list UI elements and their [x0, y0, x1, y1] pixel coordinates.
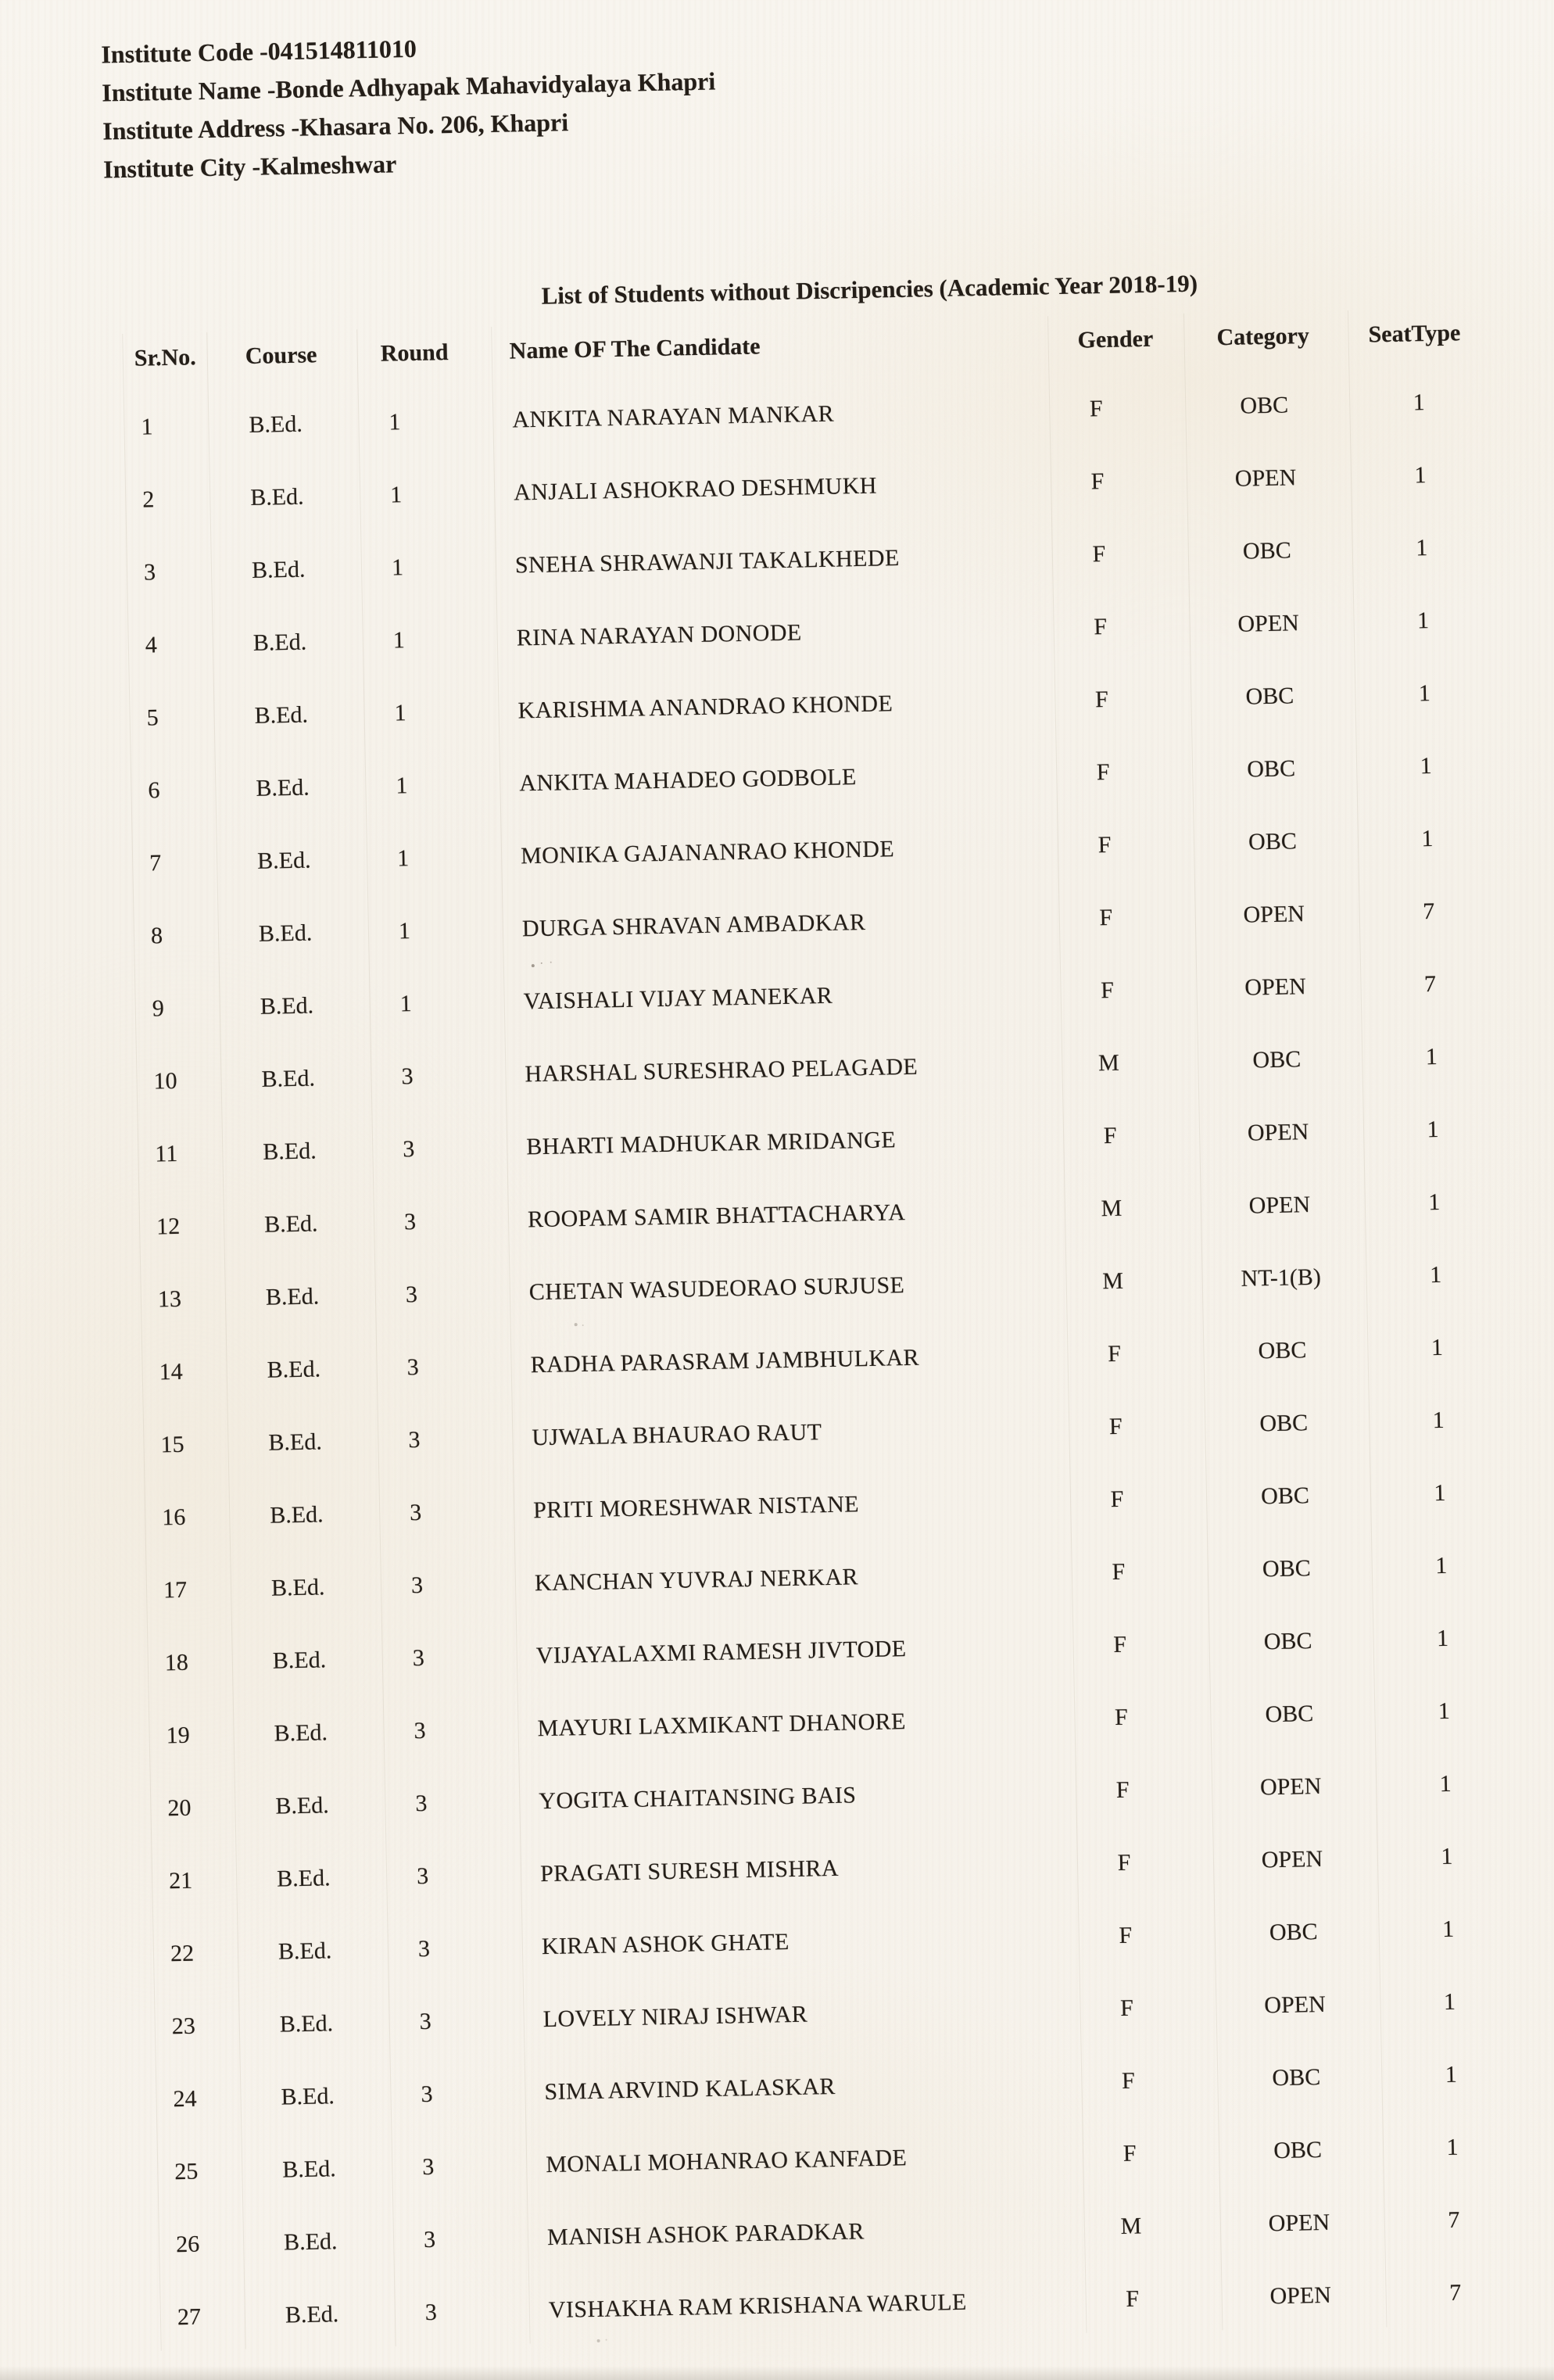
institute-header-block: [101, 23, 718, 188]
table-row: [20, 1038, 1554, 1102]
cell-gender: F: [1112, 1558, 1126, 1586]
cell-candidate-name: MANISH ASHOK PARADKAR: [546, 2218, 865, 2251]
cell-round: 1: [389, 482, 403, 508]
cell-gender: F: [1099, 904, 1113, 931]
cell-course: B.Ed.: [258, 919, 313, 947]
table-row: [40, 2055, 1554, 2119]
cell-course: B.Ed.: [256, 774, 310, 801]
institute-name-line: Institute Name -Bonde Adhyapak Mahavidyalaya Khapri: [101, 66, 716, 107]
cell-course: B.Ed.: [249, 410, 303, 438]
cell-srno: 26: [175, 2231, 200, 2258]
table-row: [11, 529, 1554, 593]
cell-srno: 22: [170, 1940, 195, 1967]
cell-candidate-name: PRITI MORESHWAR NISTANE: [532, 1491, 860, 1524]
cell-round: 3: [412, 1644, 425, 1672]
column-header-gender: Gender: [1077, 325, 1154, 353]
cell-srno: 13: [157, 1285, 182, 1313]
cell-course: B.Ed.: [269, 1501, 324, 1529]
cell-seattype: 1: [1414, 462, 1427, 489]
cell-round: 3: [406, 1354, 419, 1381]
cell-srno: 14: [159, 1358, 184, 1385]
cell-course: B.Ed.: [265, 1283, 320, 1310]
cell-category: OBC: [1240, 392, 1289, 419]
cell-category: OPEN: [1244, 973, 1307, 1001]
cell-round: 3: [405, 1281, 418, 1308]
cell-category: OBC: [1248, 828, 1298, 855]
cell-candidate-name: KANCHAN YUVRAJ NERKAR: [534, 1564, 859, 1597]
cell-srno: 18: [164, 1649, 189, 1676]
cell-candidate-name: PRAGATI SURESH MISHRA: [539, 1855, 840, 1887]
cell-category: OBC: [1252, 1046, 1302, 1074]
cell-candidate-name: SNEHA SHRAWANJI TAKALKHEDE: [514, 545, 900, 579]
table-row: [8, 383, 1554, 447]
institute-city-line: Institute City -Kalmeshwar: [102, 149, 397, 184]
cell-round: 3: [402, 1136, 415, 1163]
cell-srno: 24: [173, 2085, 197, 2113]
cell-course: B.Ed.: [278, 1937, 332, 1965]
cell-category: OPEN: [1264, 1991, 1327, 2019]
cell-candidate-name: MONALI MOHANRAO KANFADE: [545, 2145, 908, 2178]
table-row: [16, 819, 1554, 884]
table-row: [34, 1764, 1554, 1828]
cell-candidate-name: ANKITA MAHADEO GODBOLE: [519, 764, 857, 797]
table-row: [9, 456, 1554, 520]
cell-candidate-name: RADHA PARASRAM JAMBHULKAR: [530, 1344, 920, 1378]
table-row: [23, 1183, 1554, 1247]
cell-category: OBC: [1269, 1919, 1318, 1946]
cell-srno: 21: [168, 1867, 193, 1894]
cell-round: 1: [396, 772, 408, 799]
cell-gender: F: [1115, 1776, 1130, 1804]
cell-course: B.Ed.: [268, 1428, 323, 1456]
cell-seattype: 1: [1415, 535, 1428, 561]
cell-category: OPEN: [1243, 901, 1305, 928]
cell-category: OBC: [1260, 1482, 1310, 1510]
cell-seattype: 1: [1425, 1043, 1438, 1070]
cell-seattype: 7: [1448, 2206, 1460, 2233]
cell-seattype: 1: [1446, 2134, 1459, 2160]
scan-artifact: [597, 2339, 600, 2342]
cell-seattype: 1: [1421, 826, 1434, 852]
cell-gender: M: [1101, 1195, 1123, 1222]
table-row: [25, 1256, 1554, 1320]
cell-srno: 11: [155, 1140, 178, 1167]
cell-course: B.Ed.: [276, 1865, 331, 1892]
cell-seattype: 1: [1441, 1843, 1453, 1870]
cell-round: 3: [417, 1935, 431, 1962]
cell-round: 1: [388, 409, 401, 435]
cell-candidate-name: BHARTI MADHUKAR MRIDANGE: [525, 1127, 897, 1160]
table-row: [15, 747, 1554, 811]
cell-seattype: 1: [1438, 1697, 1451, 1725]
cell-round: 1: [396, 845, 410, 872]
table-row: [26, 1328, 1554, 1393]
cell-category: OBC: [1272, 2064, 1321, 2091]
scan-edge-shadow: [0, 2366, 1554, 2380]
cell-seattype: 7: [1448, 2279, 1462, 2306]
cell-round: 1: [398, 918, 411, 944]
table-row: [31, 1618, 1554, 1683]
cell-srno: 3: [143, 559, 156, 586]
cell-gender: F: [1100, 977, 1115, 1004]
table-row: [13, 674, 1554, 738]
cell-gender: F: [1108, 1413, 1123, 1440]
column-header-seattype: SeatType: [1368, 320, 1461, 348]
cell-seattype: 1: [1418, 680, 1431, 707]
cell-candidate-name: VAISHALI VIJAY MANEKAR: [523, 982, 833, 1015]
cell-gender: F: [1114, 1704, 1129, 1731]
column-header-srno: Sr.No.: [134, 344, 197, 371]
page-title: List of Students without Discripencies (Academic Year 2018-19): [541, 269, 1198, 310]
cell-category: OPEN: [1261, 1845, 1323, 1873]
cell-candidate-name: LOVELY NIRAJ ISHWAR: [542, 2001, 808, 2033]
table-row: [38, 1982, 1554, 2046]
cell-round: 3: [416, 1862, 429, 1890]
cell-gender: F: [1126, 2285, 1140, 2312]
table-header-row: [7, 318, 1554, 381]
cell-candidate-name: ANKITA NARAYAN MANKAR: [512, 400, 835, 433]
cell-srno: 2: [141, 486, 155, 513]
cell-category: OBC: [1273, 2137, 1323, 2164]
cell-course: B.Ed.: [283, 2228, 338, 2256]
cell-course: B.Ed.: [256, 847, 311, 874]
cell-candidate-name: ANJALI ASHOKRAO DESHMUKH: [513, 472, 878, 506]
table-row: [29, 1473, 1554, 1537]
cell-srno: 27: [177, 2303, 202, 2331]
cell-seattype: 1: [1434, 1552, 1448, 1579]
cell-srno: 10: [153, 1067, 177, 1095]
institute-code-line: Institute Code -041514811010: [101, 34, 417, 69]
table-row: [41, 2127, 1554, 2192]
cell-seattype: 1: [1428, 1188, 1441, 1216]
cell-course: B.Ed.: [270, 1574, 325, 1601]
cell-candidate-name: ROOPAM SAMIR BHATTACHARYA: [527, 1199, 906, 1233]
cell-round: 3: [408, 1427, 421, 1453]
cell-srno: 25: [174, 2158, 199, 2185]
table-row: [33, 1691, 1554, 1755]
cell-gender: F: [1110, 1486, 1124, 1513]
cell-course: B.Ed.: [281, 2083, 335, 2110]
cell-seattype: 1: [1443, 1988, 1456, 2016]
cell-gender: F: [1093, 613, 1108, 640]
cell-category: OPEN: [1237, 610, 1300, 637]
cell-course: B.Ed.: [275, 1792, 330, 1819]
cell-candidate-name: DURGA SHRAVAN AMBADKAR: [521, 909, 866, 942]
scan-artifact: [575, 1323, 578, 1326]
cell-round: 3: [415, 1790, 428, 1817]
cell-srno: 4: [145, 632, 158, 658]
table-row: [27, 1400, 1554, 1464]
column-header-category: Category: [1216, 322, 1310, 351]
cell-srno: 16: [161, 1504, 186, 1531]
table-row: [43, 2200, 1554, 2264]
cell-candidate-name: VISHAKHA RAM KRISHANA WARULE: [548, 2289, 967, 2324]
institute-address-line: Institute Address -Khasara No. 206, Khapri: [102, 108, 569, 145]
cell-round: 3: [421, 2153, 435, 2181]
cell-srno: 5: [146, 704, 159, 731]
cell-course: B.Ed.: [254, 701, 309, 729]
cell-srno: 6: [148, 777, 160, 804]
cell-seattype: 1: [1445, 2061, 1458, 2088]
cell-srno: 7: [149, 850, 162, 876]
cell-candidate-name: HARSHAL SURESHRAO PELAGADE: [525, 1053, 918, 1088]
cell-gender: F: [1103, 1122, 1117, 1149]
cell-candidate-name: UJWALA BHAURAO RAUT: [532, 1419, 822, 1451]
cell-gender: F: [1119, 1995, 1134, 2021]
cell-srno: 12: [156, 1213, 181, 1240]
cell-course: B.Ed.: [274, 1719, 328, 1747]
cell-category: OPEN: [1268, 2209, 1330, 2237]
cell-srno: 8: [150, 923, 163, 949]
cell-gender: F: [1090, 468, 1105, 495]
cell-category: OBC: [1245, 683, 1294, 710]
cell-gender: F: [1112, 1631, 1127, 1658]
cell-category: OPEN: [1247, 1119, 1309, 1146]
cell-gender: F: [1123, 2140, 1137, 2167]
cell-category: OBC: [1242, 537, 1291, 565]
cell-seattype: 1: [1429, 1261, 1442, 1289]
cell-round: 3: [401, 1063, 414, 1090]
cell-category: OBC: [1262, 1555, 1311, 1582]
cell-gender: F: [1117, 1849, 1131, 1876]
column-header-name: Name OF The Candidate: [509, 333, 761, 364]
cell-gender: F: [1107, 1340, 1122, 1367]
table-row: [12, 601, 1554, 665]
cell-round: 1: [394, 700, 406, 726]
table-row: [22, 1110, 1554, 1174]
cell-round: 3: [423, 2226, 436, 2253]
cell-seattype: 1: [1413, 389, 1426, 416]
cell-round: 1: [391, 554, 404, 581]
cell-seattype: 1: [1436, 1625, 1449, 1652]
cell-srno: 15: [160, 1431, 184, 1458]
cell-round: 1: [392, 627, 406, 654]
table-row: [38, 1909, 1554, 1973]
cell-candidate-name: MAYURI LAXMIKANT DHANORE: [537, 1708, 907, 1742]
cell-candidate-name: YOGITA CHAITANSING BAIS: [539, 1782, 857, 1815]
cell-seattype: 1: [1432, 1407, 1445, 1434]
cell-candidate-name: VIJAYALAXMI RAMESH JIVTODE: [535, 1636, 907, 1669]
cell-round: 3: [414, 1717, 426, 1744]
table-row: [36, 1837, 1554, 1901]
cell-seattype: 1: [1420, 753, 1432, 780]
cell-seattype: 1: [1434, 1479, 1446, 1507]
cell-course: B.Ed.: [251, 556, 306, 583]
cell-round: 3: [403, 1209, 417, 1235]
cell-gender: F: [1121, 2067, 1136, 2094]
cell-course: B.Ed.: [279, 2010, 334, 2038]
table-row: [19, 965, 1554, 1029]
cell-seattype: 7: [1422, 898, 1435, 925]
cell-category: NT-1(B): [1241, 1263, 1322, 1292]
cell-category: OPEN: [1248, 1192, 1311, 1219]
cell-gender: M: [1102, 1267, 1124, 1295]
cell-round: 3: [419, 2008, 432, 2035]
cell-category: OBC: [1263, 1628, 1312, 1655]
cell-gender: F: [1092, 540, 1106, 568]
cell-seattype: 1: [1416, 608, 1430, 634]
cell-course: B.Ed.: [285, 2301, 339, 2328]
cell-course: B.Ed.: [282, 2156, 336, 2183]
cell-category: OPEN: [1269, 2281, 1332, 2310]
cell-seattype: 1: [1427, 1116, 1439, 1143]
cell-course: B.Ed.: [263, 1138, 317, 1165]
cell-srno: 1: [141, 414, 153, 440]
cell-round: 3: [424, 2299, 438, 2326]
scan-artifact: [532, 964, 535, 967]
cell-gender: M: [1097, 1049, 1120, 1077]
cell-seattype: 1: [1441, 1916, 1455, 1943]
cell-course: B.Ed.: [249, 483, 304, 511]
cell-category: OBC: [1259, 1410, 1309, 1437]
cell-gender: F: [1097, 831, 1112, 858]
table-row: [18, 892, 1554, 956]
cell-srno: 19: [166, 1722, 190, 1749]
cell-round: 3: [421, 2081, 433, 2108]
cell-round: 3: [410, 1572, 424, 1599]
cell-course: B.Ed.: [261, 1065, 316, 1092]
cell-gender: F: [1096, 758, 1110, 786]
cell-srno: 9: [152, 995, 165, 1022]
cell-course: B.Ed.: [267, 1356, 321, 1383]
column-header-course: Course: [245, 342, 317, 370]
cell-srno: 17: [163, 1576, 188, 1604]
cell-candidate-name: MONIKA GAJANANRAO KHONDE: [520, 836, 895, 869]
cell-candidate-name: KARISHMA ANANDRAO KHONDE: [517, 690, 893, 724]
cell-course: B.Ed.: [252, 629, 307, 656]
table-row: [30, 1546, 1554, 1610]
cell-course: B.Ed.: [272, 1647, 327, 1674]
cell-candidate-name: RINA NARAYAN DONODE: [516, 619, 802, 651]
cell-category: OPEN: [1234, 464, 1297, 492]
cell-srno: 23: [171, 2013, 196, 2040]
cell-course: B.Ed.: [260, 992, 314, 1020]
table-row: [45, 2273, 1554, 2337]
cell-category: OBC: [1258, 1337, 1307, 1364]
cell-round: 3: [409, 1500, 422, 1526]
cell-seattype: 1: [1439, 1770, 1452, 1798]
column-header-round: Round: [380, 339, 449, 367]
cell-gender: F: [1119, 1922, 1133, 1948]
cell-seattype: 7: [1423, 970, 1437, 998]
cell-category: OBC: [1247, 755, 1296, 783]
cell-gender: F: [1094, 686, 1109, 713]
cell-candidate-name: CHETAN WASUDEORAO SURJUSE: [528, 1272, 905, 1306]
cell-course: B.Ed.: [263, 1210, 318, 1238]
cell-category: OBC: [1265, 1701, 1314, 1728]
cell-gender: M: [1120, 2213, 1142, 2240]
cell-candidate-name: SIMA ARVIND KALASKAR: [544, 2073, 836, 2106]
cell-candidate-name: KIRAN ASHOK GHATE: [541, 1929, 790, 1960]
cell-category: OPEN: [1259, 1772, 1322, 1801]
cell-round: 1: [399, 991, 413, 1017]
cell-srno: 20: [167, 1794, 192, 1822]
cell-gender: F: [1089, 396, 1103, 422]
cell-seattype: 1: [1430, 1334, 1444, 1361]
